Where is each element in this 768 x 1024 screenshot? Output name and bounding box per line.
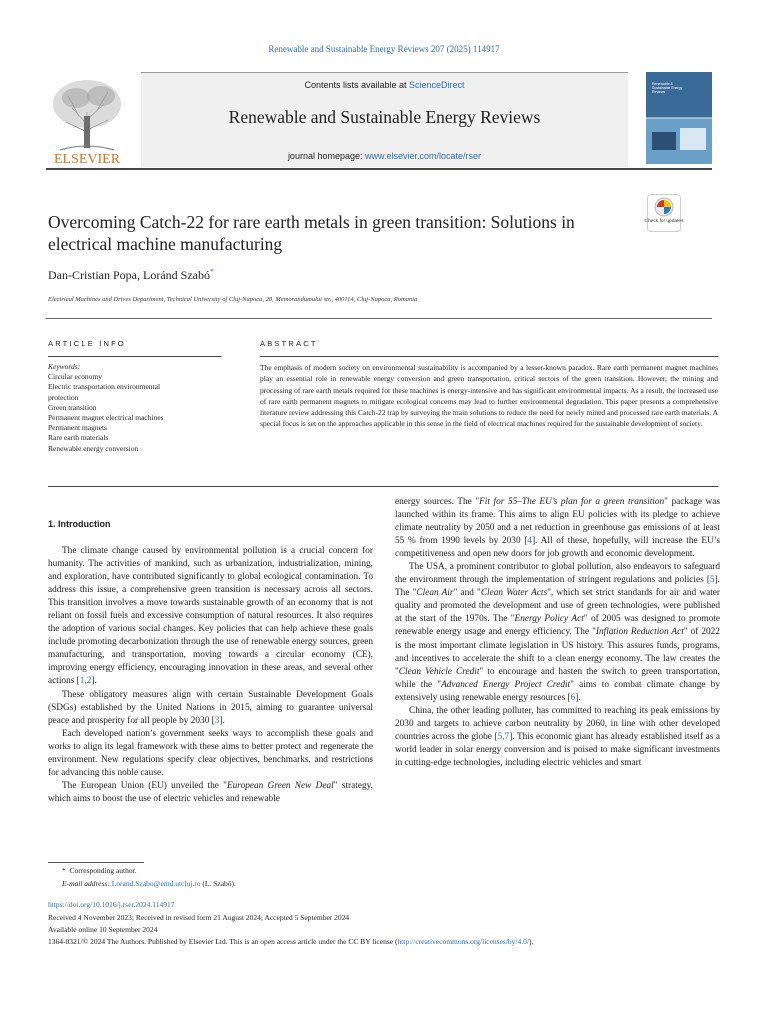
paragraph-text: " aims to combat climate change by extensively using renewable energy resources [ — [395, 679, 720, 703]
body-column-right — [395, 496, 720, 770]
corresponding-author-mark[interactable]: * — [209, 267, 214, 276]
keywords-block — [48, 362, 228, 454]
paragraph — [48, 780, 373, 806]
journal-reference[interactable]: Renewable and Sustainable Energy Reviews 207 (2025) 114917 — [268, 44, 500, 54]
license-text: 1364-0321/© 2024 The Authors. Published by Elsevier Ltd. This is an open access article under the CC BY license ( — [48, 937, 398, 946]
article-info-heading: ARTICLE INFO — [48, 339, 126, 348]
article-title: Overcoming Catch-22 for rare earth metals in green transition: Solutions in electrical machine manufacturing — [48, 212, 575, 254]
contents-line — [141, 80, 628, 90]
check-for-updates-icon[interactable] — [644, 194, 684, 232]
paragraph-text: " of 2005 was designed to promote renewable energy usage and energy efficiency. The " — [395, 614, 720, 638]
elsevier-tree-logo — [46, 72, 128, 166]
article-info-rule — [48, 356, 221, 357]
keyword-item: Permanent magnet electrical machines — [48, 413, 164, 423]
affiliation: Electrical Machines and Drives Department, Technical University of Cluj-Napoca, 28, Memorandumului str., 400114, Cluj-Napoca, Romania — [48, 296, 418, 303]
citation-link[interactable]: 6 — [570, 692, 576, 703]
keyword-item: Green transition — [48, 402, 97, 412]
abstract-bottom-rule — [48, 486, 718, 487]
abstract-rule — [260, 356, 718, 357]
received-dates: Received 4 November 2023; Received in revised form 21 August 2024; Accepted 5 September 2024 — [48, 913, 350, 922]
corresponding-author-text: Corresponding author. — [69, 866, 137, 875]
emphasis: Advanced Energy Project Credit — [441, 679, 571, 690]
contents-prefix: Contents lists available at — [304, 80, 410, 90]
citation-link[interactable]: 4 — [527, 536, 533, 547]
homepage-prefix: journal homepage: — [287, 151, 365, 161]
paragraph-text: " strategy, which aims to boost the use of electric vehicles and renewable — [48, 780, 373, 804]
paragraph-text: ]. This economic giant has already established itself as a world leader in solar energy conversion and is poised to make significant investments in cutting-edge technologies, including electric vehicles and smart — [395, 731, 721, 768]
homepage-link[interactable]: www.elsevier.com/locate/rser — [365, 151, 482, 161]
emphasis: Clean Water Acts — [480, 588, 548, 599]
paragraph-text: ]. All of these, hopefully, will increase the EU’s competitiveness and open new doors for job growth and economic development. — [395, 536, 720, 560]
paragraph — [395, 561, 720, 705]
emphasis: Clean Air — [416, 588, 454, 599]
paragraph-text: ]. The " — [395, 575, 720, 599]
online-date: Available online 10 September 2024 — [48, 925, 158, 934]
email-suffix: (L. Szabó). — [202, 879, 236, 888]
citation-link[interactable]: 5,7 — [497, 731, 510, 742]
paragraph-text: The European Union (EU) unveiled the " — [62, 780, 227, 791]
paragraph-text: The USA, a prominent contributor to global pollution, also endeavors to safeguard the environment through the implementation of stringent regulations and policies [ — [395, 562, 720, 586]
paragraph-text: The climate change caused by environmental pollution is a crucial concern for humanity. The activities of mankind, such as urbanization, industrialization, mining, and exploration, have contributed significantly to global ecological contamination. To address this issue, a comprehensive green transition is necessary across all sectors. This transition involves a move towards sustainable growth of an economy that is not reliant on fossil fuels and excessive consumption of natural resources. It also requires the adoption of various social changes. Key policies that can help achieve these goals include promoting decarbonization through the use of renewable energy sources, green manufacturing, and transportation, moving towards a circular economy (CE), improving energy efficiency, encouraging innovation in these areas, and several other actions [ — [48, 546, 373, 687]
section-heading-introduction: 1. Introduction — [48, 519, 111, 529]
paragraph-text: China, the other leading polluter, has committed to reaching its peak emissions by 2030 and targets to achieve carbon neutrality by 2060, in line with other developed countries across the globe [ — [395, 705, 720, 742]
body-column-left — [48, 545, 373, 806]
author-names: Dan-Cristian Popa, Loránd Szabó — [48, 268, 210, 282]
license-link[interactable]: http://creativecommons.org/licenses/by/4.0/ — [397, 937, 529, 946]
keyword-item: Circular economy — [48, 372, 102, 382]
keywords-label: Keywords: — [48, 362, 81, 371]
paragraph-text: " and " — [453, 588, 481, 599]
paragraph-text: ]. — [91, 676, 97, 687]
abstract-text: The emphasis of modern society on environmental sustainability is accompanied by a lesser-known paradox. Rare earth permanent magnet machines play an essential role in renewable energy conversion and green transportation, critical sectors of the green transition. However, the mining and processing of rare earth metals required for these machines is energy-intensive and has significant environmental impacts. As a result, the increased use of rare earth permanent magnets to mitigate ecological concerns may lead to further environmental degradation. This paper presents a comprehensive literature review addressing this Catch-22 trap by surveying the main solutions to reduce the need for newly mined and processed rare earth materials. A special focus is set on the approaches applicable in this sense in the field of electrical machines required for the sustainable development of society. — [260, 363, 718, 429]
paragraph — [48, 689, 373, 728]
email-note — [62, 879, 236, 888]
paragraph-text: " to encourage and hasten the switch to green transportation, while the " — [395, 666, 720, 690]
doi-link[interactable]: https://doi.org/10.1016/j.rser.2024.114917 — [48, 900, 175, 909]
paragraph-text: ]. — [575, 692, 581, 703]
paragraph-text: " package was launched within its frame. This aims to align EU policies with its pledge to achieve climate neutrality by 2050 and a net reduction in greenhouse gas emissions of at least 55 % from 1990 levels by 2030 [ — [395, 497, 720, 547]
paragraph-text: ]. — [219, 715, 225, 726]
footnote-mark: * — [62, 866, 66, 875]
paragraph — [395, 496, 720, 561]
license-line — [48, 937, 533, 946]
emphasis: Clean Vehicle Credit — [398, 666, 480, 677]
affiliation-rule — [46, 318, 712, 319]
corresponding-author-note — [62, 866, 137, 875]
emphasis: European Green New Deal — [226, 780, 334, 791]
journal-name: Renewable and Sustainable Energy Reviews — [228, 107, 541, 127]
email-label: E-mail address: — [62, 879, 110, 888]
paragraph-text: " of 2022 is the most important climate legislation in US history. This assures funds, programs, and incentives to accelerate the shift to a clean energy economy. The law creates the " — [395, 627, 720, 677]
keyword-item: Rare earth materials — [48, 433, 109, 443]
paragraph — [48, 545, 373, 689]
keyword-item: Electric transportation environmental protection — [48, 382, 161, 402]
keyword-item: Renewable energy conversion — [48, 443, 139, 453]
homepage-line — [141, 151, 628, 161]
paragraph-text: These obligatory measures align with certain Sustainable Development Goals (SDGs) established by the United Nations in 2015, aiming to guarantee universal peace and prosperity for all people by 2030 [ — [48, 689, 373, 726]
license-suffix: ). — [528, 937, 534, 946]
footnote-rule — [48, 862, 144, 863]
abstract-heading: ABSTRACT — [260, 339, 318, 348]
header-rule — [46, 168, 712, 170]
emphasis: Inflation Reduction Act — [595, 627, 684, 638]
paragraph: Each developed nation’s government seeks ways to accomplish these goals and works to align its legal framework with these aims to better protect and regenerate the environment. New regulations specify clear objectives, benchmarks, and restrictions for advancing this noble cause. — [48, 728, 373, 778]
sciencedirect-link[interactable]: ScienceDirect — [409, 80, 465, 90]
elsevier-wordmark: ELSEVIER — [53, 152, 121, 167]
citation-link[interactable]: 5 — [709, 575, 715, 586]
email-link[interactable]: Lorand.Szabo@emd.utcluj.ro — [111, 879, 201, 888]
paragraph-text: ", which set strict standards for air and water quality and promoted the development and use of green technologies, were published at the start of the 1970s. The " — [395, 588, 721, 625]
paragraph-text: energy sources. The " — [395, 497, 480, 507]
emphasis: Fit for 55–The EU’s plan for a green transition — [479, 497, 665, 507]
keyword-item: Permanent magnets — [48, 423, 107, 433]
paragraph — [395, 705, 720, 770]
citation-link[interactable]: 1,2 — [79, 676, 92, 687]
journal-cover-image[interactable] — [646, 72, 712, 164]
citation-link[interactable]: 3 — [214, 715, 220, 726]
cover-title: Renewable & Sustainable Energy Reviews — [652, 82, 683, 95]
check-updates-label: Check for updates — [644, 219, 684, 224]
author-list — [48, 267, 214, 283]
emphasis: Energy Policy Act — [514, 614, 584, 625]
